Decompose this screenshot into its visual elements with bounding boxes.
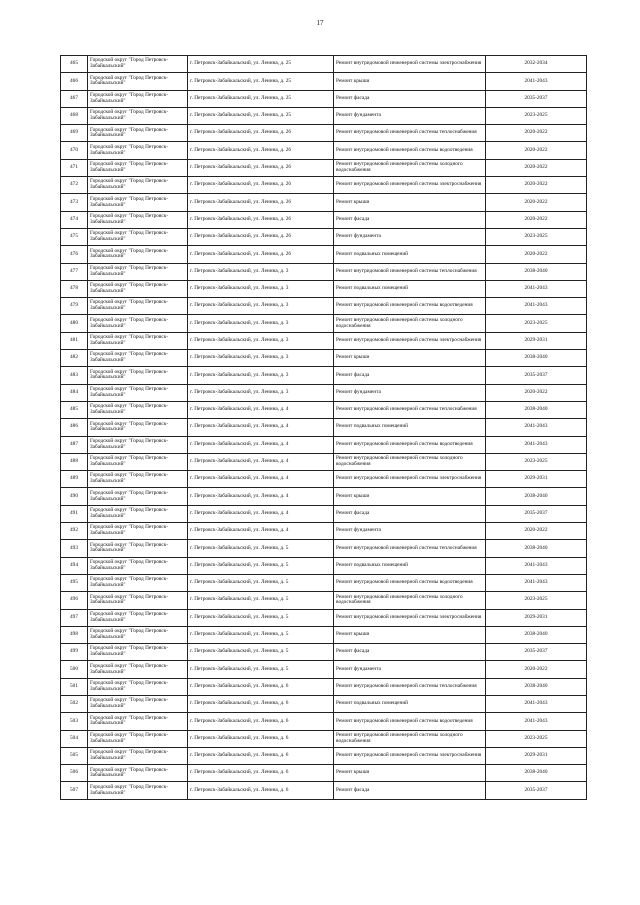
address-cell: г. Петровск-Забайкальский, ул. Ленина, д. 25: [188, 56, 334, 73]
table-row: [61, 453, 587, 470]
municipality-cell: Городской округ "Город Петровск-Забайкальский": [88, 73, 188, 90]
row-number-cell: 471: [61, 159, 88, 176]
work-type-cell: Ремонт внутридомовой инженерной системы холодного водоснабжения: [334, 159, 486, 176]
address-cell: г. Петровск-Забайкальский, ул. Ленина, д. 25: [188, 90, 334, 107]
municipality-cell: Городской округ "Город Петровск-Забайкальский": [88, 453, 188, 470]
work-type-cell: Ремонт внутридомовой инженерной системы теплоснабжения: [334, 540, 486, 557]
period-cell: 2020-2022: [486, 246, 587, 263]
row-number-cell: 496: [61, 592, 88, 609]
work-type-cell: Ремонт внутридомовой инженерной системы холодного водоснабжения: [334, 592, 486, 609]
work-type-cell: Ремонт фундамента: [334, 107, 486, 124]
period-cell: 2023-2025: [486, 107, 587, 124]
address-cell: г. Петровск-Забайкальский, ул. Ленина, д. 5: [188, 540, 334, 557]
row-number-cell: 478: [61, 280, 88, 297]
period-cell: 2041-2043: [486, 557, 587, 574]
row-number-cell: 474: [61, 211, 88, 228]
municipality-cell: Городской округ "Город Петровск-Забайкальский": [88, 730, 188, 747]
address-cell: г. Петровск-Забайкальский, ул. Ленина, д. 26: [188, 125, 334, 142]
row-number-cell: 491: [61, 505, 88, 522]
table-row: [61, 592, 587, 609]
page-number: 17: [316, 19, 324, 27]
row-number-cell: 467: [61, 90, 88, 107]
row-number-cell: 507: [61, 782, 88, 799]
municipality-cell: Городской округ "Город Петровск-Забайкальский": [88, 56, 188, 73]
row-number-cell: 505: [61, 747, 88, 764]
table-row: [61, 298, 587, 315]
municipality-cell: Городской округ "Город Петровск-Забайкальский": [88, 782, 188, 799]
work-type-cell: Ремонт подвальных помещений: [334, 419, 486, 436]
table-row: [61, 713, 587, 730]
municipality-cell: Городской округ "Город Петровск-Забайкальский": [88, 298, 188, 315]
address-cell: г. Петровск-Забайкальский, ул. Ленина, д. 6: [188, 765, 334, 782]
work-type-cell: Ремонт внутридомовой инженерной системы электроснабжения: [334, 177, 486, 194]
row-number-cell: 500: [61, 661, 88, 678]
period-cell: 2041-2043: [486, 436, 587, 453]
row-number-cell: 495: [61, 574, 88, 591]
municipality-cell: Городской округ "Город Петровск-Забайкальский": [88, 384, 188, 401]
period-cell: 2023-2025: [486, 315, 587, 332]
table-row: [61, 419, 587, 436]
table-row: [61, 228, 587, 245]
municipality-cell: Городской округ "Город Петровск-Забайкальский": [88, 695, 188, 712]
period-cell: 2029-2031: [486, 471, 587, 488]
work-type-cell: Ремонт внутридомовой инженерной системы электроснабжения: [334, 747, 486, 764]
period-cell: 2041-2043: [486, 713, 587, 730]
work-type-cell: Ремонт внутридомовой инженерной системы электроснабжения: [334, 609, 486, 626]
row-number-cell: 485: [61, 401, 88, 418]
address-cell: г. Петровск-Забайкальский, ул. Ленина, д. 4: [188, 419, 334, 436]
period-cell: 2020-2022: [486, 159, 587, 176]
row-number-cell: 480: [61, 315, 88, 332]
period-cell: 2023-2025: [486, 730, 587, 747]
row-number-cell: 492: [61, 523, 88, 540]
address-cell: г. Петровск-Забайкальский, ул. Ленина, д. 26: [188, 142, 334, 159]
address-cell: г. Петровск-Забайкальский, ул. Ленина, д. 4: [188, 488, 334, 505]
period-cell: 2041-2043: [486, 695, 587, 712]
address-cell: г. Петровск-Забайкальский, ул. Ленина, д. 3: [188, 315, 334, 332]
address-cell: г. Петровск-Забайкальский, ул. Ленина, д. 4: [188, 401, 334, 418]
table-row: [61, 626, 587, 643]
period-cell: 2035-2037: [486, 644, 587, 661]
address-cell: г. Петровск-Забайкальский, ул. Ленина, д. 5: [188, 574, 334, 591]
period-cell: 2020-2022: [486, 142, 587, 159]
address-cell: г. Петровск-Забайкальский, ул. Ленина, д. 6: [188, 695, 334, 712]
table-row: [61, 194, 587, 211]
municipality-cell: Городской округ "Город Петровск-Забайкальский": [88, 626, 188, 643]
table-row: [61, 488, 587, 505]
work-type-cell: Ремонт фундамента: [334, 384, 486, 401]
table-row: [61, 678, 587, 695]
address-cell: г. Петровск-Забайкальский, ул. Ленина, д. 3: [188, 298, 334, 315]
municipality-cell: Городской округ "Город Петровск-Забайкальский": [88, 713, 188, 730]
municipality-cell: Городской округ "Город Петровск-Забайкальский": [88, 505, 188, 522]
row-number-cell: 488: [61, 453, 88, 470]
address-cell: г. Петровск-Забайкальский, ул. Ленина, д. 3: [188, 384, 334, 401]
period-cell: 2041-2043: [486, 574, 587, 591]
municipality-cell: Городской округ "Город Петровск-Забайкальский": [88, 644, 188, 661]
table-row: [61, 661, 587, 678]
municipality-cell: Городской округ "Город Петровск-Забайкальский": [88, 609, 188, 626]
work-type-cell: Ремонт внутридомовой инженерной системы электроснабжения: [334, 471, 486, 488]
work-type-cell: Ремонт крыши: [334, 765, 486, 782]
municipality-cell: Городской округ "Город Петровск-Забайкальский": [88, 159, 188, 176]
address-cell: г. Петровск-Забайкальский, ул. Ленина, д. 5: [188, 644, 334, 661]
table-row: [61, 177, 587, 194]
period-cell: 2038-2040: [486, 350, 587, 367]
period-cell: 2020-2022: [486, 523, 587, 540]
work-type-cell: Ремонт внутридомовой инженерной системы холодного водоснабжения: [334, 315, 486, 332]
period-cell: 2041-2043: [486, 280, 587, 297]
address-cell: г. Петровск-Забайкальский, ул. Ленина, д. 6: [188, 747, 334, 764]
address-cell: г. Петровск-Забайкальский, ул. Ленина, д. 26: [188, 211, 334, 228]
address-cell: г. Петровск-Забайкальский, ул. Ленина, д. 26: [188, 194, 334, 211]
table-row: [61, 782, 587, 799]
address-cell: г. Петровск-Забайкальский, ул. Ленина, д. 3: [188, 263, 334, 280]
municipality-cell: Городской округ "Город Петровск-Забайкальский": [88, 523, 188, 540]
municipality-cell: Городской округ "Город Петровск-Забайкальский": [88, 211, 188, 228]
address-cell: г. Петровск-Забайкальский, ул. Ленина, д. 3: [188, 367, 334, 384]
table-row: [61, 332, 587, 349]
row-number-cell: 468: [61, 107, 88, 124]
work-type-cell: Ремонт внутридомовой инженерной системы теплоснабжения: [334, 678, 486, 695]
table-row: [61, 384, 587, 401]
table-row: [61, 73, 587, 90]
row-number-cell: 493: [61, 540, 88, 557]
work-type-cell: Ремонт внутридомовой инженерной системы водоотведения: [334, 436, 486, 453]
period-cell: 2035-2037: [486, 782, 587, 799]
row-number-cell: 490: [61, 488, 88, 505]
period-cell: 2038-2040: [486, 488, 587, 505]
table-row: [61, 540, 587, 557]
row-number-cell: 504: [61, 730, 88, 747]
row-number-cell: 494: [61, 557, 88, 574]
row-number-cell: 497: [61, 609, 88, 626]
work-type-cell: Ремонт фасада: [334, 505, 486, 522]
work-type-cell: Ремонт фасада: [334, 367, 486, 384]
period-cell: 2023-2025: [486, 228, 587, 245]
table-row: [61, 125, 587, 142]
period-cell: 2020-2022: [486, 125, 587, 142]
work-type-cell: Ремонт фасада: [334, 782, 486, 799]
work-type-cell: Ремонт крыши: [334, 73, 486, 90]
table-row: [61, 367, 587, 384]
row-number-cell: 466: [61, 73, 88, 90]
address-cell: г. Петровск-Забайкальский, ул. Ленина, д. 26: [188, 246, 334, 263]
period-cell: 2035-2037: [486, 505, 587, 522]
address-cell: г. Петровск-Забайкальский, ул. Ленина, д. 6: [188, 713, 334, 730]
work-type-cell: Ремонт фундамента: [334, 228, 486, 245]
table-row: [61, 574, 587, 591]
address-cell: г. Петровск-Забайкальский, ул. Ленина, д. 5: [188, 626, 334, 643]
table-row: [61, 644, 587, 661]
municipality-cell: Городской округ "Город Петровск-Забайкальский": [88, 107, 188, 124]
municipality-cell: Городской округ "Город Петровск-Забайкальский": [88, 194, 188, 211]
table-row: [61, 159, 587, 176]
period-cell: 2041-2043: [486, 419, 587, 436]
row-number-cell: 475: [61, 228, 88, 245]
row-number-cell: 465: [61, 56, 88, 73]
row-number-cell: 489: [61, 471, 88, 488]
municipality-cell: Городской округ "Город Петровск-Забайкальский": [88, 125, 188, 142]
period-cell: 2041-2043: [486, 298, 587, 315]
work-type-cell: Ремонт внутридомовой инженерной системы холодного водоснабжения: [334, 453, 486, 470]
work-type-cell: Ремонт внутридомовой инженерной системы теплоснабжения: [334, 401, 486, 418]
work-type-cell: Ремонт внутридомовой инженерной системы водоотведения: [334, 713, 486, 730]
address-cell: г. Петровск-Забайкальский, ул. Ленина, д. 4: [188, 505, 334, 522]
row-number-cell: 499: [61, 644, 88, 661]
period-cell: 2029-2031: [486, 609, 587, 626]
work-type-cell: Ремонт подвальных помещений: [334, 246, 486, 263]
table-row: [61, 471, 587, 488]
period-cell: 2038-2040: [486, 401, 587, 418]
table-row: [61, 557, 587, 574]
table-row: [61, 695, 587, 712]
work-type-cell: Ремонт внутридомовой инженерной системы теплоснабжения: [334, 125, 486, 142]
period-cell: 2020-2022: [486, 384, 587, 401]
work-type-cell: Ремонт внутридомовой инженерной системы водоотведения: [334, 298, 486, 315]
address-cell: г. Петровск-Забайкальский, ул. Ленина, д. 3: [188, 280, 334, 297]
period-cell: 2038-2040: [486, 678, 587, 695]
municipality-cell: Городской округ "Город Петровск-Забайкальский": [88, 678, 188, 695]
address-cell: г. Петровск-Забайкальский, ул. Ленина, д. 5: [188, 609, 334, 626]
row-number-cell: 486: [61, 419, 88, 436]
address-cell: г. Петровск-Забайкальский, ул. Ленина, д. 25: [188, 107, 334, 124]
row-number-cell: 498: [61, 626, 88, 643]
address-cell: г. Петровск-Забайкальский, ул. Ленина, д. 6: [188, 782, 334, 799]
work-type-cell: Ремонт внутридомовой инженерной системы водоотведения: [334, 574, 486, 591]
address-cell: г. Петровск-Забайкальский, ул. Ленина, д. 5: [188, 661, 334, 678]
municipality-cell: Городской округ "Город Петровск-Забайкальский": [88, 367, 188, 384]
row-number-cell: 502: [61, 695, 88, 712]
period-cell: 2038-2040: [486, 263, 587, 280]
address-cell: г. Петровск-Забайкальский, ул. Ленина, д. 4: [188, 471, 334, 488]
work-type-cell: Ремонт подвальных помещений: [334, 695, 486, 712]
row-number-cell: 483: [61, 367, 88, 384]
work-type-cell: Ремонт подвальных помещений: [334, 557, 486, 574]
municipality-cell: Городской округ "Город Петровск-Забайкальский": [88, 488, 188, 505]
table-row: [61, 90, 587, 107]
period-cell: 2029-2031: [486, 747, 587, 764]
work-type-cell: Ремонт крыши: [334, 350, 486, 367]
table-row: [61, 436, 587, 453]
table-row: [61, 142, 587, 159]
period-cell: 2038-2040: [486, 765, 587, 782]
work-type-cell: Ремонт внутридомовой инженерной системы водоотведения: [334, 142, 486, 159]
municipality-cell: Городской округ "Город Петровск-Забайкальский": [88, 436, 188, 453]
table-row: [61, 730, 587, 747]
address-cell: г. Петровск-Забайкальский, ул. Ленина, д. 26: [188, 177, 334, 194]
address-cell: г. Петровск-Забайкальский, ул. Ленина, д. 25: [188, 73, 334, 90]
municipality-cell: Городской округ "Город Петровск-Забайкальский": [88, 765, 188, 782]
municipality-cell: Городской округ "Город Петровск-Забайкальский": [88, 574, 188, 591]
table-body: [61, 56, 587, 800]
work-type-cell: Ремонт внутридомовой инженерной системы электроснабжения: [334, 332, 486, 349]
municipality-cell: Городской округ "Город Петровск-Забайкальский": [88, 661, 188, 678]
address-cell: г. Петровск-Забайкальский, ул. Ленина, д. 6: [188, 678, 334, 695]
work-type-cell: Ремонт подвальных помещений: [334, 280, 486, 297]
municipality-cell: Городской округ "Город Петровск-Забайкальский": [88, 350, 188, 367]
address-cell: г. Петровск-Забайкальский, ул. Ленина, д. 26: [188, 159, 334, 176]
address-cell: г. Петровск-Забайкальский, ул. Ленина, д. 3: [188, 332, 334, 349]
municipality-cell: Городской округ "Город Петровск-Забайкальский": [88, 471, 188, 488]
work-type-cell: Ремонт фасада: [334, 644, 486, 661]
municipality-cell: Городской округ "Город Петровск-Забайкальский": [88, 228, 188, 245]
work-type-cell: Ремонт фундамента: [334, 661, 486, 678]
row-number-cell: 472: [61, 177, 88, 194]
row-number-cell: 481: [61, 332, 88, 349]
table-row: [61, 523, 587, 540]
period-cell: 2035-2037: [486, 90, 587, 107]
municipality-cell: Городской округ "Город Петровск-Забайкальский": [88, 419, 188, 436]
work-type-cell: Ремонт фасада: [334, 90, 486, 107]
period-cell: 2023-2025: [486, 592, 587, 609]
municipality-cell: Городской округ "Город Петровск-Забайкальский": [88, 401, 188, 418]
address-cell: г. Петровск-Забайкальский, ул. Ленина, д. 26: [188, 228, 334, 245]
address-cell: г. Петровск-Забайкальский, ул. Ленина, д. 5: [188, 592, 334, 609]
repair-schedule-table: [60, 55, 587, 800]
address-cell: г. Петровск-Забайкальский, ул. Ленина, д. 4: [188, 523, 334, 540]
table-row: [61, 211, 587, 228]
row-number-cell: 484: [61, 384, 88, 401]
table-row: [61, 747, 587, 764]
table-row: [61, 350, 587, 367]
period-cell: 2029-2031: [486, 332, 587, 349]
row-number-cell: 476: [61, 246, 88, 263]
period-cell: 2020-2022: [486, 194, 587, 211]
period-cell: 2020-2022: [486, 177, 587, 194]
municipality-cell: Городской округ "Город Петровск-Забайкальский": [88, 315, 188, 332]
municipality-cell: Городской округ "Город Петровск-Забайкальский": [88, 263, 188, 280]
address-cell: г. Петровск-Забайкальский, ул. Ленина, д. 4: [188, 436, 334, 453]
address-cell: г. Петровск-Забайкальский, ул. Ленина, д. 3: [188, 350, 334, 367]
table-row: [61, 315, 587, 332]
municipality-cell: Городской округ "Город Петровск-Забайкальский": [88, 177, 188, 194]
row-number-cell: 482: [61, 350, 88, 367]
work-type-cell: Ремонт внутридомовой инженерной системы электроснабжения: [334, 56, 486, 73]
period-cell: 2020-2022: [486, 661, 587, 678]
work-type-cell: Ремонт внутридомовой инженерной системы теплоснабжения: [334, 263, 486, 280]
table-row: [61, 401, 587, 418]
row-number-cell: 487: [61, 436, 88, 453]
period-cell: 2020-2022: [486, 211, 587, 228]
work-type-cell: Ремонт крыши: [334, 488, 486, 505]
row-number-cell: 506: [61, 765, 88, 782]
municipality-cell: Городской округ "Город Петровск-Забайкальский": [88, 540, 188, 557]
row-number-cell: 477: [61, 263, 88, 280]
row-number-cell: 503: [61, 713, 88, 730]
work-type-cell: Ремонт внутридомовой инженерной системы холодного водоснабжения: [334, 730, 486, 747]
period-cell: 2035-2037: [486, 367, 587, 384]
municipality-cell: Городской округ "Город Петровск-Забайкальский": [88, 280, 188, 297]
table-row: [61, 280, 587, 297]
work-type-cell: Ремонт крыши: [334, 194, 486, 211]
row-number-cell: 501: [61, 678, 88, 695]
period-cell: 2038-2040: [486, 626, 587, 643]
table-row: [61, 609, 587, 626]
address-cell: г. Петровск-Забайкальский, ул. Ленина, д. 6: [188, 730, 334, 747]
municipality-cell: Городской округ "Город Петровск-Забайкальский": [88, 142, 188, 159]
table-row: [61, 56, 587, 73]
address-cell: г. Петровск-Забайкальский, ул. Ленина, д. 4: [188, 453, 334, 470]
work-type-cell: Ремонт крыши: [334, 626, 486, 643]
municipality-cell: Городской округ "Город Петровск-Забайкальский": [88, 246, 188, 263]
row-number-cell: 470: [61, 142, 88, 159]
municipality-cell: Городской округ "Город Петровск-Забайкальский": [88, 557, 188, 574]
row-number-cell: 479: [61, 298, 88, 315]
table-row: [61, 107, 587, 124]
municipality-cell: Городской округ "Город Петровск-Забайкальский": [88, 90, 188, 107]
table-row: [61, 505, 587, 522]
address-cell: г. Петровск-Забайкальский, ул. Ленина, д. 5: [188, 557, 334, 574]
period-cell: 2038-2040: [486, 540, 587, 557]
period-cell: 2032-2034: [486, 56, 587, 73]
row-number-cell: 473: [61, 194, 88, 211]
work-type-cell: Ремонт фундамента: [334, 523, 486, 540]
table-row: [61, 263, 587, 280]
municipality-cell: Городской округ "Город Петровск-Забайкальский": [88, 747, 188, 764]
municipality-cell: Городской округ "Город Петровск-Забайкальский": [88, 332, 188, 349]
municipality-cell: Городской округ "Город Петровск-Забайкальский": [88, 592, 188, 609]
period-cell: 2041-2043: [486, 73, 587, 90]
row-number-cell: 469: [61, 125, 88, 142]
table-row: [61, 765, 587, 782]
work-type-cell: Ремонт фасада: [334, 211, 486, 228]
period-cell: 2023-2025: [486, 453, 587, 470]
table-row: [61, 246, 587, 263]
